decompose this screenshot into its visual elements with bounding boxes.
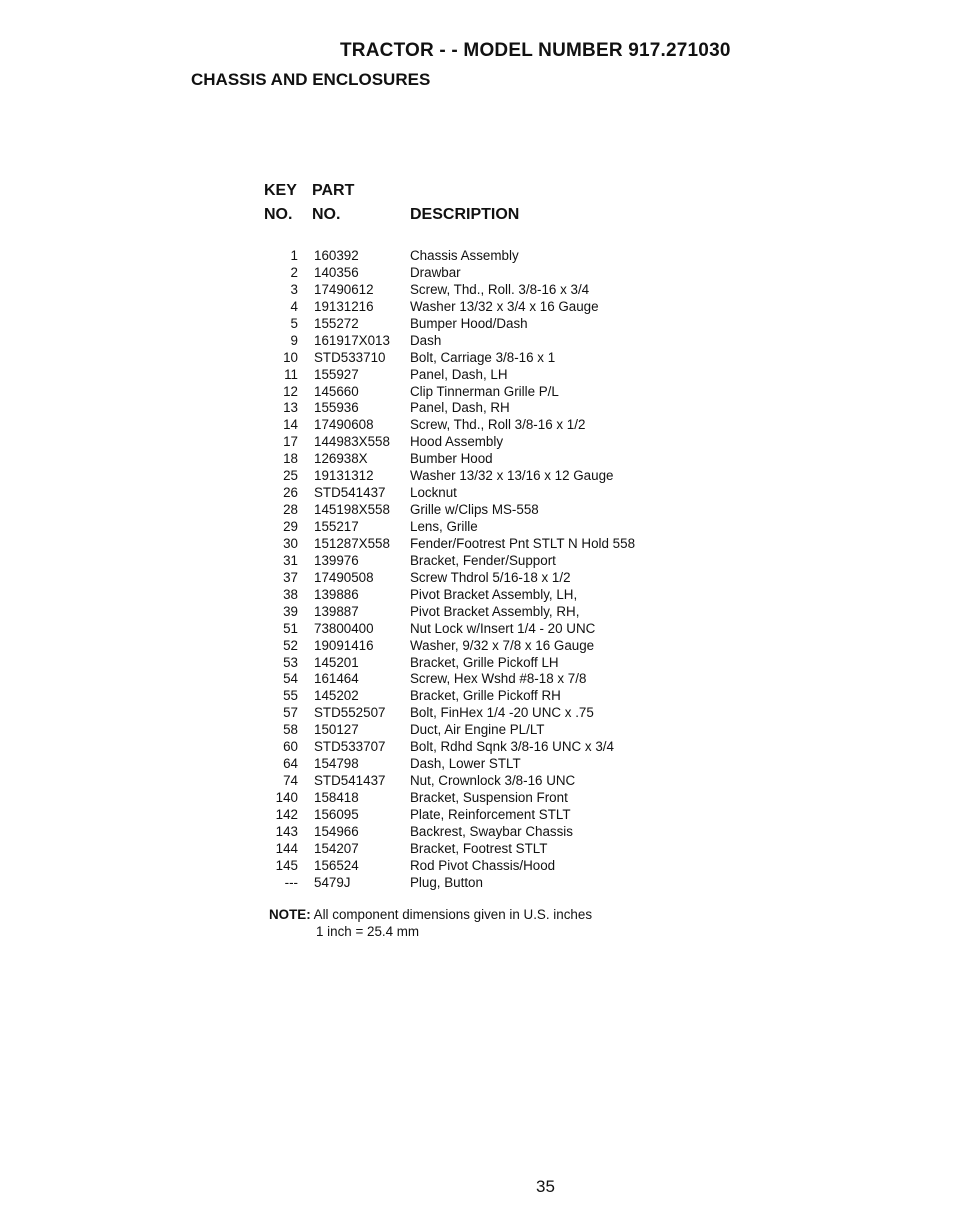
part-number: 145660 bbox=[314, 383, 359, 399]
part-description: Bumber Hood bbox=[410, 451, 493, 467]
key-number: 25 bbox=[283, 468, 298, 484]
header-part-line1: PART bbox=[312, 182, 355, 199]
part-description: Chassis Assembly bbox=[410, 248, 519, 263]
parts-row bbox=[250, 570, 670, 587]
parts-row bbox=[250, 502, 670, 519]
part-number: 144983X558 bbox=[314, 434, 390, 450]
note bbox=[269, 906, 593, 939]
key-number: 140 bbox=[275, 790, 298, 805]
parts-row bbox=[250, 655, 670, 672]
parts-row bbox=[250, 553, 670, 570]
parts-row bbox=[250, 739, 670, 756]
part-description: Dash, Lower STLT bbox=[410, 756, 521, 772]
key-number: 3 bbox=[290, 281, 298, 297]
part-number: 155272 bbox=[314, 315, 359, 331]
part-description: Backrest, Swaybar Chassis bbox=[410, 823, 573, 839]
parts-row bbox=[250, 485, 670, 502]
part-number: 139886 bbox=[314, 586, 359, 602]
part-description: Bracket, Fender/Support bbox=[410, 552, 556, 568]
part-number: 17490508 bbox=[314, 569, 374, 585]
key-number: 31 bbox=[283, 552, 298, 568]
key-number: 29 bbox=[283, 519, 298, 534]
part-description: Washer 13/32 x 3/4 x 16 Gauge bbox=[410, 298, 599, 314]
part-description: Screw Thdrol 5/16-18 x 1/2 bbox=[410, 569, 571, 585]
parts-row bbox=[250, 248, 670, 265]
key-number: 2 bbox=[290, 264, 298, 280]
parts-row bbox=[250, 705, 670, 722]
parts-row bbox=[250, 773, 670, 790]
part-description: Bumper Hood/Dash bbox=[410, 315, 528, 331]
key-number: 144 bbox=[275, 840, 298, 856]
note-line2: 1 inch = 25.4 mm bbox=[316, 924, 420, 939]
key-number: 142 bbox=[275, 806, 298, 822]
part-number: 156524 bbox=[314, 857, 359, 873]
part-description: Screw, Hex Wshd #8-18 x 7/8 bbox=[410, 671, 587, 687]
parts-row bbox=[250, 519, 670, 536]
part-description: Plate, Reinforcement STLT bbox=[410, 806, 571, 822]
page-number: 35 bbox=[536, 1177, 555, 1196]
part-number: 161464 bbox=[314, 671, 359, 687]
part-number: 158418 bbox=[314, 790, 359, 805]
key-number: 145 bbox=[275, 857, 298, 873]
parts-row bbox=[250, 536, 670, 553]
parts-row bbox=[250, 671, 670, 688]
part-number: 155217 bbox=[314, 519, 359, 534]
part-description: Washer 13/32 x 13/16 x 12 Gauge bbox=[410, 468, 614, 484]
parts-list bbox=[250, 248, 670, 892]
key-number: 64 bbox=[283, 756, 298, 772]
parts-row bbox=[250, 333, 670, 350]
header-key-line2: NO. bbox=[264, 206, 293, 223]
key-number: 10 bbox=[283, 349, 298, 365]
key-number: --- bbox=[284, 874, 298, 890]
key-number: 37 bbox=[283, 569, 298, 585]
parts-row bbox=[250, 858, 670, 875]
parts-row bbox=[250, 434, 670, 451]
key-number: 53 bbox=[283, 654, 298, 670]
part-number: 156095 bbox=[314, 806, 359, 822]
parts-row bbox=[250, 841, 670, 858]
part-description: Pivot Bracket Assembly, RH, bbox=[410, 603, 580, 619]
part-description: Drawbar bbox=[410, 264, 461, 280]
part-number: 126938X bbox=[314, 451, 368, 467]
part-description: Plug, Button bbox=[410, 874, 483, 890]
key-number: 18 bbox=[283, 451, 298, 467]
key-number: 9 bbox=[290, 332, 298, 348]
header-part-line2: NO. bbox=[312, 206, 341, 223]
part-number: 145201 bbox=[314, 654, 359, 670]
parts-row bbox=[250, 282, 670, 299]
parts-row bbox=[250, 790, 670, 807]
part-description: Grille w/Clips MS-558 bbox=[410, 502, 539, 518]
key-number: 54 bbox=[283, 671, 298, 687]
part-number: 151287X558 bbox=[314, 535, 390, 551]
part-description: Bracket, Grille Pickoff RH bbox=[410, 688, 561, 704]
part-number: 19131216 bbox=[314, 298, 374, 314]
part-number: STD552507 bbox=[314, 705, 386, 721]
part-description: Bolt, FinHex 1/4 -20 UNC x .75 bbox=[410, 705, 594, 721]
parts-row bbox=[250, 265, 670, 282]
section-title: CHASSIS AND ENCLOSURES bbox=[191, 70, 431, 89]
parts-row bbox=[250, 350, 670, 367]
part-description: Bracket, Suspension Front bbox=[410, 790, 568, 805]
part-description: Duct, Air Engine PL/LT bbox=[410, 722, 545, 738]
parts-row bbox=[250, 638, 670, 655]
part-description: Screw, Thd., Roll. 3/8-16 x 3/4 bbox=[410, 281, 590, 297]
part-number: 140356 bbox=[314, 264, 359, 280]
part-description: Rod Pivot Chassis/Hood bbox=[410, 857, 556, 873]
part-number: 161917X013 bbox=[314, 332, 390, 348]
key-number: 13 bbox=[283, 400, 298, 416]
part-description: Bracket, Footrest STLT bbox=[410, 840, 548, 856]
key-number: 28 bbox=[283, 502, 298, 518]
parts-row bbox=[250, 688, 670, 705]
key-number: 38 bbox=[283, 586, 298, 602]
note-label: NOTE: bbox=[269, 907, 311, 922]
part-number: STD541437 bbox=[314, 485, 386, 501]
part-number: STD533710 bbox=[314, 349, 386, 365]
header-description: DESCRIPTION bbox=[410, 206, 520, 223]
key-number: 143 bbox=[275, 823, 298, 839]
part-number: 5479J bbox=[314, 874, 351, 890]
key-number: 17 bbox=[283, 434, 298, 450]
part-number: STD533707 bbox=[314, 739, 386, 755]
part-number: 73800400 bbox=[314, 620, 374, 636]
parts-row bbox=[250, 299, 670, 316]
part-description: Screw, Thd., Roll 3/8-16 x 1/2 bbox=[410, 417, 586, 433]
part-description: Fender/Footrest Pnt STLT N Hold 558 bbox=[410, 535, 636, 551]
part-number: 17490612 bbox=[314, 281, 374, 297]
parts-row bbox=[250, 824, 670, 841]
part-number: 19091416 bbox=[314, 637, 374, 653]
part-description: Pivot Bracket Assembly, LH, bbox=[410, 586, 578, 602]
key-number: 39 bbox=[283, 603, 298, 619]
key-number: 12 bbox=[283, 383, 298, 399]
part-description: Locknut bbox=[410, 485, 457, 501]
parts-row bbox=[250, 621, 670, 638]
parts-row bbox=[250, 756, 670, 773]
parts-row bbox=[250, 316, 670, 333]
parts-row bbox=[250, 468, 670, 485]
key-number: 5 bbox=[290, 315, 298, 331]
part-number: 154207 bbox=[314, 840, 359, 856]
part-description: Lens, Grille bbox=[410, 519, 478, 534]
part-number: 155936 bbox=[314, 400, 359, 416]
key-number: 4 bbox=[290, 298, 298, 314]
part-description: Panel, Dash, RH bbox=[410, 400, 510, 416]
part-description: Nut Lock w/Insert 1/4 - 20 UNC bbox=[410, 620, 596, 636]
key-number: 74 bbox=[283, 773, 298, 789]
part-number: 139887 bbox=[314, 603, 359, 619]
part-description: Clip Tinnerman Grille P/L bbox=[410, 383, 559, 399]
parts-row bbox=[250, 722, 670, 739]
key-number: 52 bbox=[283, 637, 298, 653]
part-number: 139976 bbox=[314, 552, 359, 568]
part-description: Nut, Crownlock 3/8-16 UNC bbox=[410, 773, 576, 789]
key-number: 30 bbox=[283, 535, 298, 551]
part-description: Bracket, Grille Pickoff LH bbox=[410, 654, 559, 670]
parts-row bbox=[250, 875, 670, 892]
part-description: Bolt, Carriage 3/8-16 x 1 bbox=[410, 349, 556, 365]
parts-row bbox=[250, 604, 670, 621]
part-description: Washer, 9/32 x 7/8 x 16 Gauge bbox=[410, 637, 595, 653]
page-title: TRACTOR - - MODEL NUMBER 917.271030 bbox=[340, 40, 731, 61]
key-number: 55 bbox=[283, 688, 298, 704]
part-number: 17490608 bbox=[314, 417, 374, 433]
parts-row bbox=[250, 807, 670, 824]
part-number: 19131312 bbox=[314, 468, 374, 484]
part-description: Hood Assembly bbox=[410, 434, 504, 450]
parts-row bbox=[250, 400, 670, 417]
key-number: 57 bbox=[283, 705, 298, 721]
key-number: 14 bbox=[283, 417, 298, 433]
part-number: 145202 bbox=[314, 688, 359, 704]
part-description: Dash bbox=[410, 332, 442, 348]
part-description: Bolt, Rdhd Sqnk 3/8-16 UNC x 3/4 bbox=[410, 739, 614, 755]
part-description: Panel, Dash, LH bbox=[410, 366, 508, 382]
key-number: 60 bbox=[283, 739, 298, 755]
parts-row bbox=[250, 384, 670, 401]
part-number: STD541437 bbox=[314, 773, 386, 789]
key-number: 26 bbox=[283, 485, 298, 501]
parts-row bbox=[250, 587, 670, 604]
part-number: 160392 bbox=[314, 248, 359, 263]
note-line1: All component dimensions given in U.S. inches bbox=[313, 907, 593, 922]
key-number: 51 bbox=[283, 620, 298, 636]
parts-row bbox=[250, 417, 670, 434]
key-number: 1 bbox=[290, 248, 298, 263]
part-number: 150127 bbox=[314, 722, 359, 738]
part-number: 155927 bbox=[314, 366, 359, 382]
header-key-line1: KEY bbox=[264, 182, 297, 199]
key-number: 11 bbox=[284, 366, 298, 382]
part-number: 154798 bbox=[314, 756, 359, 772]
parts-row bbox=[250, 451, 670, 468]
parts-row bbox=[250, 367, 670, 384]
part-number: 145198X558 bbox=[314, 502, 390, 518]
part-number: 154966 bbox=[314, 823, 359, 839]
key-number: 58 bbox=[283, 722, 298, 738]
